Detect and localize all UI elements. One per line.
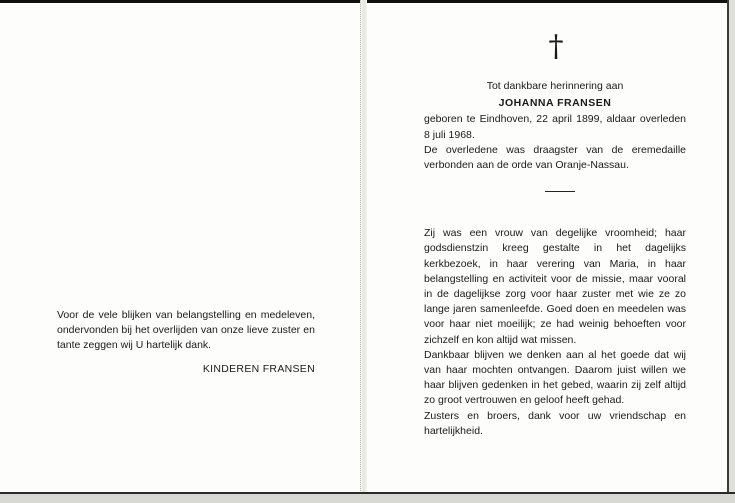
honor-text: De overledene was draagster van de eremedaille verbonden aan de orde van Oranje-Nassau. [424, 143, 686, 172]
thank-you-message: Voor de vele blijken van belangstelling en medeleven, ondervonden bij het overlijden van onze lieve zuster en tante zeggen wij U hartelijk dank. [57, 309, 315, 352]
divider-line [545, 191, 575, 192]
card-bottom-edge [0, 492, 735, 503]
paragraph-1: Zij was een vrouw van degelijke vroomheid; haar godsdienstzin kreeg gestalte in het dagelijks kerkbezoek, in haar verering van Maria, in haar belangstelling en activiteit voor de missie, maar vooral in de dagelijkse zorg voor haar zuster met wie ze zo lange jaren samenleefde. Goed doen en meedelen was voor haar niet moeilijk; ze had weinig behoeften voor zichzelf en kon altijd wat missen. [424, 227, 686, 346]
birth-death-text: geboren te Eindhoven, 22 april 1899, aldaar overleden 8 juli 1968. [424, 113, 686, 141]
left-page [57, 308, 315, 377]
cross-icon: † [548, 29, 564, 64]
card-right-edge [727, 0, 735, 501]
card-top-edge [0, 0, 735, 3]
card-fold [360, 0, 367, 493]
signature: KINDEREN FRANSEN [202, 362, 315, 375]
paragraph-3: Zusters en broers, dank voor uw vriendschap en hartelijkheid. [424, 409, 686, 437]
paragraph-2: Dankbaar blijven we denken aan al het goede dat wij van haar mochten ontvangen. Daarom juist willen we haar blijven gedenken in het gebed, waarin zij zelf altijd zo groot vertrouwen en geloof heeft gehad. [424, 348, 686, 407]
right-page [424, 30, 686, 439]
memorial-heading: Tot dankbare herinnering aan [486, 80, 624, 92]
deceased-name: JOHANNA FRANSEN [498, 97, 612, 110]
